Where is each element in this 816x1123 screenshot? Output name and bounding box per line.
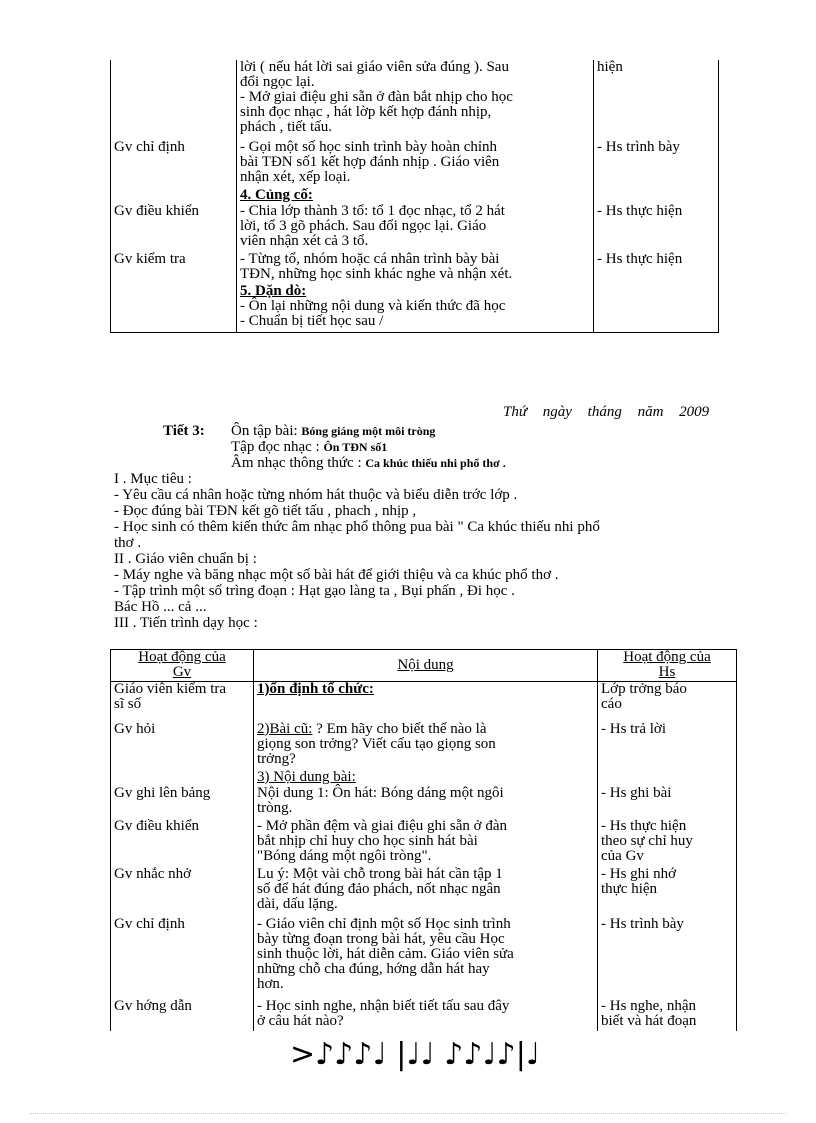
teacher-activity-cell: Gv điều khiển <box>111 204 237 252</box>
table-row <box>111 819 737 867</box>
content-cell: - Từng tổ, nhóm hoặc cá nhân trình bày bài TĐN, những học sinh khác nghe và nhận xét. <box>237 252 594 284</box>
student-activity-cell: Lớp trởng báo cáo <box>598 682 737 722</box>
student-activity-cell <box>598 770 737 786</box>
teacher-activity-cell <box>111 284 237 332</box>
content-cell: - Học sinh nghe, nhận biết tiết tấu sau đây ở câu hát nào? <box>254 999 598 1031</box>
table-row <box>111 917 737 999</box>
content-cell: 2)Bài cũ: ? Em hãy cho biết thế nào là giọng son trởng? Viết cấu tạo giọng son trởng? <box>254 722 598 770</box>
table-row <box>111 999 737 1031</box>
section-heading: 2)Bài cũ: <box>257 720 313 737</box>
teacher-activity-cell: Gv hỏi <box>111 722 254 770</box>
teacher-activity-cell: Gv nhắc nhở <box>111 867 254 917</box>
table-row <box>111 770 737 786</box>
teacher-activity-cell: Gv chỉ định <box>111 917 254 999</box>
song-title: Bóng giáng một môi tròng <box>301 424 436 438</box>
content-cell <box>254 682 598 722</box>
student-activity-cell: - Hs nghe, nhận biết và hát đoạn <box>598 999 737 1031</box>
content-cell: lời ( nếu hát lời sai giáo viên sửa đúng ). Sau đổi ngọc lại. - Mở giai điệu ghi sẵn ở đàn bắt nhịp cho học sinh đọc nhạc , hát lờp kết hợp đánh nhịp, phách , tiết tấu. <box>237 60 594 140</box>
teacher-activity-cell: Gv điều khiển <box>111 819 254 867</box>
content-cell: - Gọi một số học sinh trình bày hoàn chỉnh bài TĐN số1 kết hợp đánh nhịp . Giáo viên nhận xét, xếp loại. <box>237 140 594 188</box>
section-title: I . Mục tiêu : <box>114 471 192 487</box>
section-title: III . Tiến trình dạy học : <box>114 615 258 631</box>
teacher-activity-cell: Giáo viên kiểm tra sĩ số <box>111 682 254 722</box>
content-cell: Lu ý: Một vài chỗ trong bài hát cần tập 1 số để hát đúng đảo phách, nốt nhạc ngân dài, dấu lặng. <box>254 867 598 917</box>
header-student-activity: Hoạt động của Hs <box>598 650 737 682</box>
teacher-activity-cell <box>111 770 254 786</box>
table-row <box>111 188 719 204</box>
student-activity-cell: - Hs trình bày <box>594 140 719 188</box>
content-cell <box>237 188 594 204</box>
table-row <box>111 867 737 917</box>
content-cell: - Giáo viên chỉ định một số Học sinh trình bày từng đoạn trong bài hát, yêu cầu Học sinh thuộc lời, hát diễn cảm. Giáo viên sửa những chỗ cha đúng, hớng dẫn hát hay hơn. <box>254 917 598 999</box>
date-line: Thứ ngày tháng năm 2009 <box>503 404 710 420</box>
music-rhythm-notation: >♪♪♪♩ |♩♩ ♪♪♩♪|♩ <box>290 1037 541 1072</box>
page-divider <box>30 1113 786 1114</box>
section-heading: 1)ổn định tổ chức: <box>257 681 374 697</box>
table-row <box>111 284 719 332</box>
section-title: II . Giáo viên chuẩn bị : <box>114 551 257 567</box>
student-activity-cell: hiện <box>594 60 719 140</box>
teacher-activity-cell <box>111 60 237 140</box>
content-cell <box>254 770 598 786</box>
lesson-sections: I . Mục tiêu : - Yêu cầu cá nhân hoặc từng nhóm hát thuộc và biểu diễn trớc lớp . - Đọc đúng bài TĐN kết gõ tiết tấu , phach , nhịp , - Học sinh có thêm kiến thức âm nhạc phổ thông pua bài " Ca khúc thiếu nhi phổ thơ . II . Giáo viên chuẩn bị : - Máy nghe và băng nhạc một số bài hát để giới thiệu và ca khúc phổ thơ . - Tập trình một số trìng đoạn : Hạt gạo làng ta , Bụi phấn , Đi học . Bác Hồ ... cả ... III . Tiến trình dạy học : <box>114 472 736 632</box>
content-cell: Nội dung 1: Ôn hát: Bóng dáng một ngôi tròng. <box>254 786 598 819</box>
table-row <box>111 252 719 284</box>
content-cell: - Chia lớp thành 3 tổ: tổ 1 đọc nhạc, tổ 2 hát lời, tổ 3 gõ phách. Sau đổi ngọc lại. Giáo viên nhận xét cả 3 tổ. <box>237 204 594 252</box>
teacher-activity-cell: Gv chỉ định <box>111 140 237 188</box>
student-activity-cell: - Hs thực hiện <box>594 204 719 252</box>
header-teacher-activity: Hoạt động của Gv <box>111 650 254 682</box>
student-activity-cell: - Hs ghi nhớ thực hiện <box>598 867 737 917</box>
student-activity-cell: - Hs trả lời <box>598 722 737 770</box>
teacher-activity-cell: Gv ghi lên bảng <box>111 786 254 819</box>
lesson-header: Tiết 3: Ôn tập bài: Bóng giáng một môi tròng Tập đọc nhạc : Ôn TĐN số1 Âm nhạc thông thức : Ca khúc thiếu nhi phổ thơ . <box>163 423 506 471</box>
table-row <box>111 682 737 722</box>
teacher-activity-cell: Gv kiểm tra <box>111 252 237 284</box>
teacher-activity-cell <box>111 188 237 204</box>
table-header-row <box>111 650 737 682</box>
table-row <box>111 786 737 819</box>
lesson-activity-table <box>110 649 737 1031</box>
header-content: Nội dung <box>254 650 598 682</box>
table-row <box>111 60 719 140</box>
student-activity-cell: - Hs trình bày <box>598 917 737 999</box>
student-activity-cell: - Hs thực hiện theo sự chỉ huy của Gv <box>598 819 737 867</box>
student-activity-cell: - Hs thực hiện <box>594 252 719 284</box>
section-heading: 3) Nội dung bài: <box>257 768 356 785</box>
lesson-label: Tiết 3: <box>163 423 205 439</box>
table-row <box>111 140 719 188</box>
section-heading: 4. Củng cố: <box>240 187 313 203</box>
student-activity-cell <box>594 188 719 204</box>
teacher-activity-cell: Gv hớng dẫn <box>111 999 254 1031</box>
student-activity-cell <box>594 284 719 332</box>
section-heading: 5. Dặn dò: <box>240 283 307 299</box>
top-activity-table <box>110 60 719 333</box>
table-row <box>111 722 737 770</box>
content-cell: 5. Dặn dò: - Ôn lại những nội dung và kiến thức đã học - Chuẩn bị tiết học sau / <box>237 284 594 332</box>
table-row <box>111 204 719 252</box>
content-cell: - Mở phần đệm và giai điệu ghi sẵn ở đàn bắt nhịp chỉ huy cho học sinh hát bài "Bóng dáng một ngôi tròng". <box>254 819 598 867</box>
student-activity-cell: - Hs ghi bài <box>598 786 737 819</box>
